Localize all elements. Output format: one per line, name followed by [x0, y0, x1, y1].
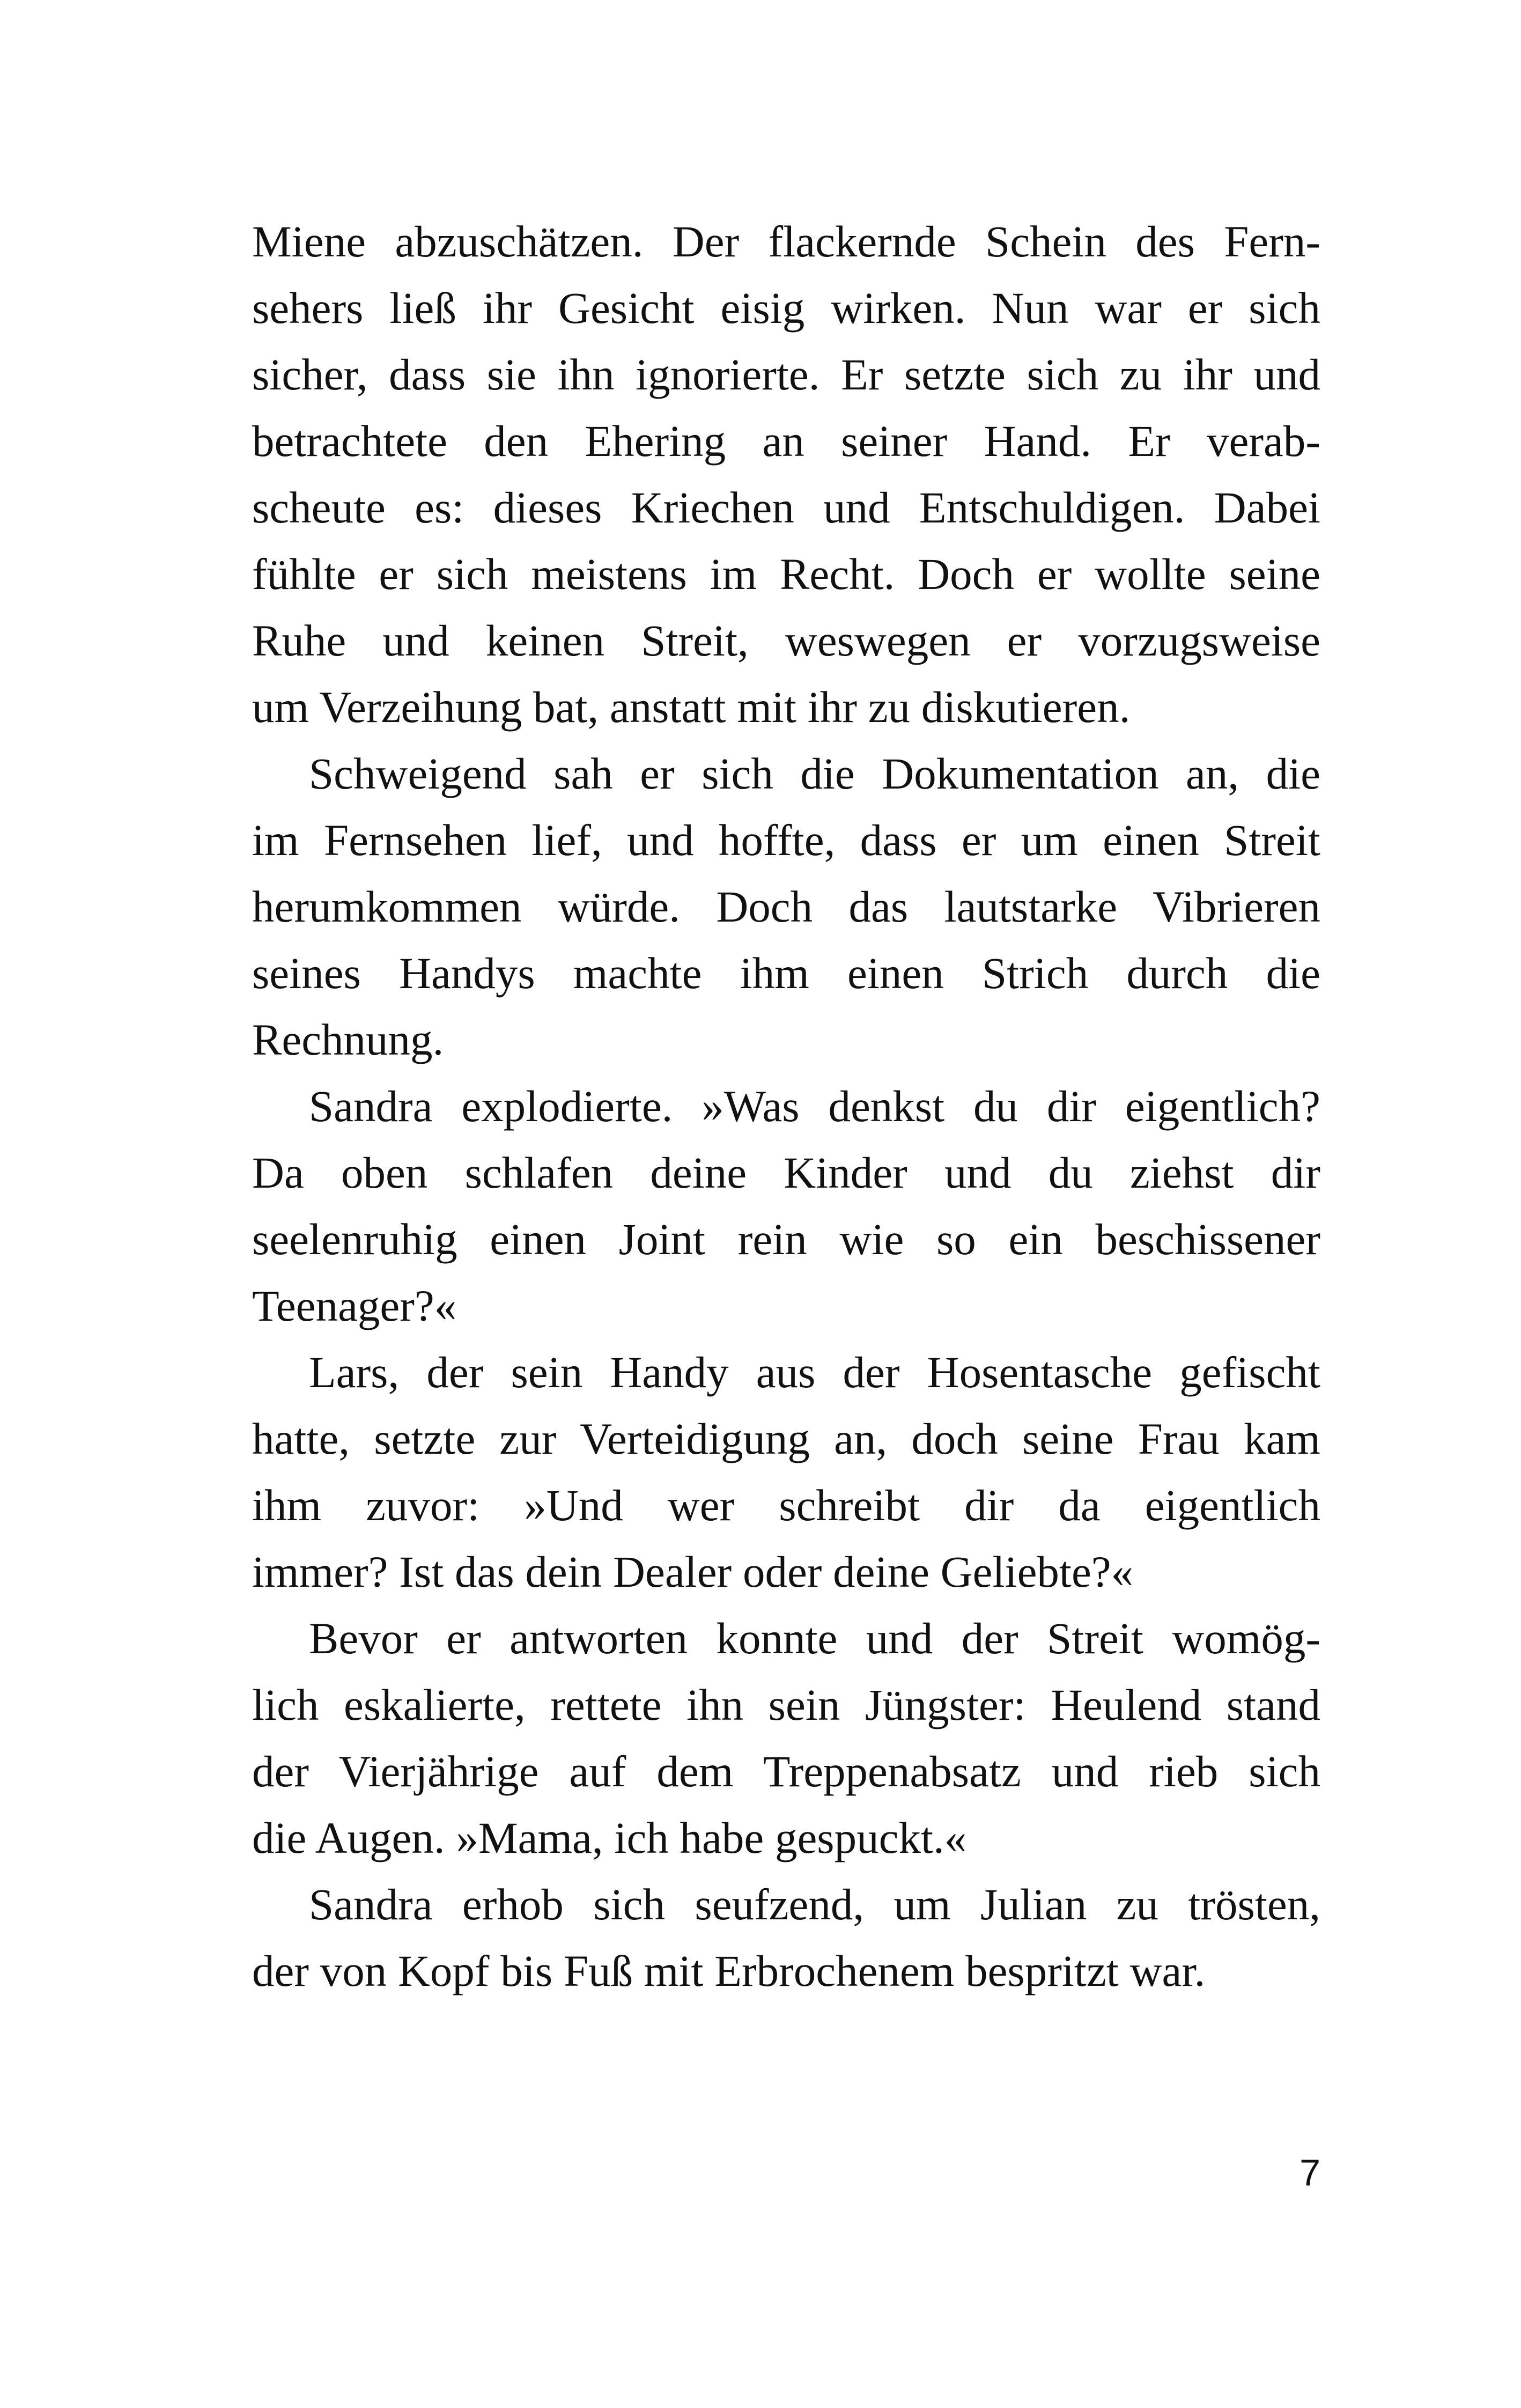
text-line: herumkommen würde. Doch das lautstarke Vibrieren — [252, 882, 1320, 931]
text-line: sicher, dass sie ihn ignorierte. Er setzte sich zu ihr und — [252, 350, 1320, 399]
text-line: Sandra erhob sich seufzend, um Julian zu trösten, — [309, 1880, 1320, 1929]
text-line: Lars, der sein Handy aus der Hosentasche gefischt — [309, 1347, 1320, 1397]
text-line: Bevor er antworten konnte und der Streit womög- — [309, 1614, 1320, 1663]
page-number: 7 — [1300, 2152, 1320, 2193]
text-line: sehers ließ ihr Gesicht eisig wirken. Nun war er sich — [252, 283, 1320, 333]
text-line: Rechnung. — [252, 1015, 444, 1064]
text-line: die Augen. »Mama, ich habe gespuckt.« — [252, 1813, 967, 1862]
text-line: seines Handys machte ihm einen Strich durch die — [252, 948, 1320, 998]
text-line: immer? Ist das dein Dealer oder deine Geliebte?« — [252, 1547, 1134, 1596]
text-line: Miene abzuschätzen. Der flackernde Schein des Fern- — [252, 217, 1320, 266]
text-line: fühlte er sich meistens im Recht. Doch er wollte seine — [252, 549, 1320, 599]
text-line: betrachtete den Ehering an seiner Hand. Er verab- — [252, 416, 1320, 466]
text-line: im Fernsehen lief, und hoffte, dass er um einen Streit — [252, 815, 1320, 865]
text-line: Teenager?« — [252, 1281, 457, 1330]
text-line: um Verzeihung bat, anstatt mit ihr zu diskutieren. — [252, 682, 1131, 732]
text-line: scheute es: dieses Kriechen und Entschuldigen. Dabei — [252, 483, 1320, 532]
text-line: lich eskalierte, rettete ihn sein Jüngster: Heulend stand — [252, 1680, 1320, 1729]
body-text — [252, 208, 1320, 2004]
text-line: Sandra explodierte. »Was denkst du dir eigentlich? — [309, 1081, 1320, 1131]
text-line: Schweigend sah er sich die Dokumentation an, die — [309, 749, 1320, 798]
text-line: der Vierjährige auf dem Treppenabsatz und rieb sich — [252, 1747, 1320, 1796]
text-line: hatte, setzte zur Verteidigung an, doch seine Frau kam — [252, 1414, 1320, 1463]
text-line: der von Kopf bis Fuß mit Erbrochenem bespritzt war. — [252, 1946, 1206, 1995]
text-line: Da oben schlafen deine Kinder und du ziehst dir — [252, 1148, 1320, 1197]
text-line: Ruhe und keinen Streit, weswegen er vorzugsweise — [252, 616, 1320, 665]
text-line: seelenruhig einen Joint rein wie so ein beschissener — [252, 1214, 1320, 1264]
text-line: ihm zuvor: »Und wer schreibt dir da eigentlich — [252, 1481, 1320, 1530]
